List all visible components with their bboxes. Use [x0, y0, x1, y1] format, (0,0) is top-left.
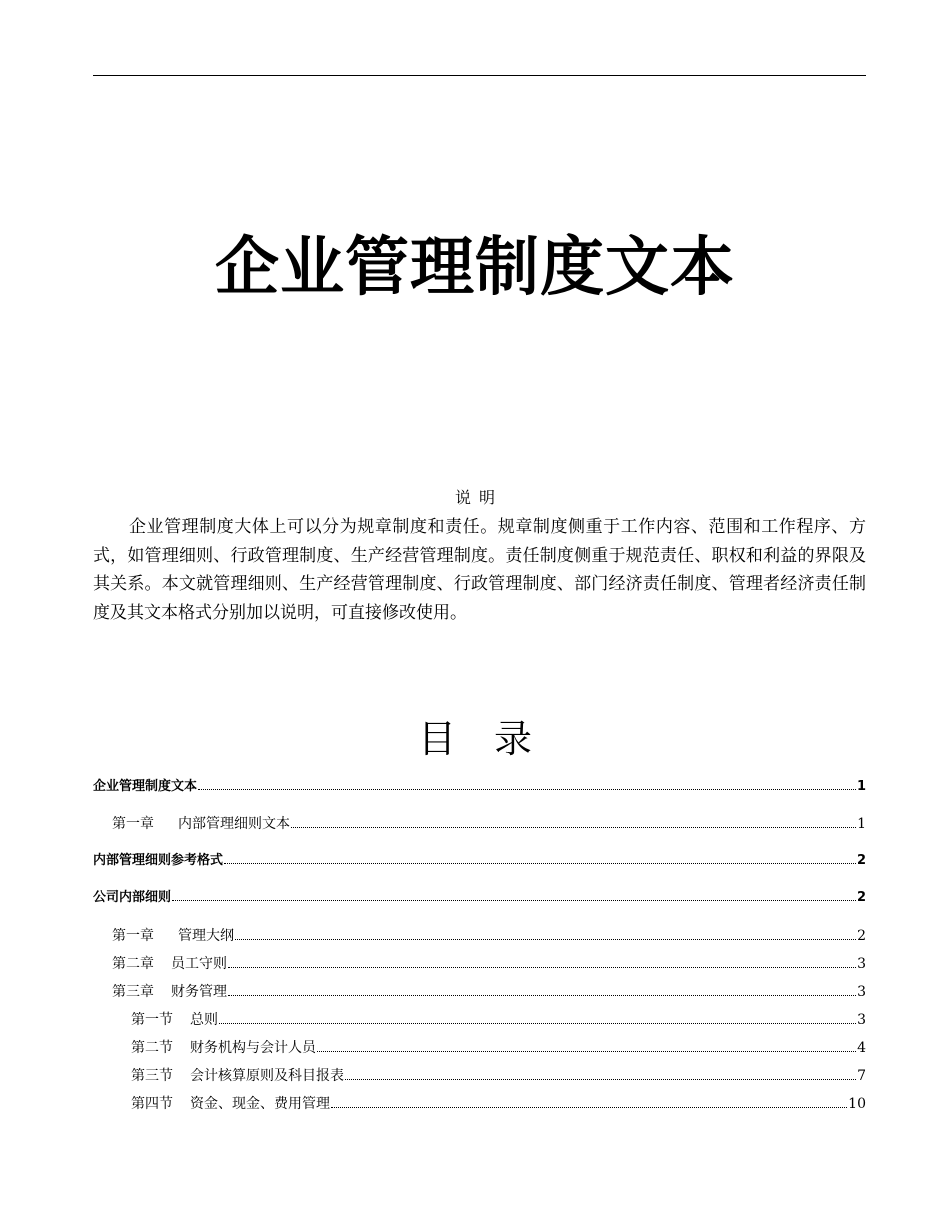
- toc-dot-leader: [317, 1051, 856, 1052]
- toc-entry[interactable]: [93, 1064, 866, 1088]
- toc-entry-number: 第一节: [131, 1012, 173, 1028]
- toc-entry-number: 第二章: [112, 956, 154, 972]
- toc-entry-label: 财务管理: [171, 984, 227, 1000]
- toc-entry-page: 3: [857, 956, 866, 972]
- toc-entry-label: 内部管理细则参考格式: [93, 853, 224, 868]
- toc-entry-page: 1: [857, 816, 866, 832]
- toc-entry-number: 第四节: [131, 1096, 173, 1112]
- toc-dot-leader: [228, 995, 856, 996]
- toc-dot-leader: [331, 1107, 847, 1108]
- toc-entry-number: 第一章: [112, 928, 154, 944]
- toc-dot-leader: [198, 789, 856, 790]
- toc-entry[interactable]: [93, 1092, 866, 1116]
- toc-entry-number: 第三章: [112, 984, 154, 1000]
- toc-entry[interactable]: [93, 1036, 866, 1060]
- header-rule: [93, 75, 866, 76]
- toc-entry[interactable]: [93, 849, 866, 873]
- toc-entry-label: 内部管理细则文本: [178, 816, 290, 832]
- document-title: 企业管理制度文本: [215, 231, 735, 305]
- toc-entry[interactable]: [93, 924, 866, 948]
- toc-entry-page: 2: [857, 928, 866, 944]
- toc-entry-label: 资金、现金、费用管理: [190, 1096, 330, 1112]
- toc-entry-label: 会计核算原则及科目报表: [190, 1068, 344, 1084]
- toc-entry-page: 10: [848, 1096, 866, 1112]
- toc-entry-page: 1: [856, 779, 866, 794]
- toc-entry[interactable]: [93, 980, 866, 1004]
- toc-entry-page: 2: [856, 853, 866, 868]
- toc-dot-leader: [291, 827, 856, 828]
- toc-entry-number: 第三节: [131, 1068, 173, 1084]
- toc-entry-page: 7: [857, 1068, 866, 1084]
- toc-entry-label: 总则: [190, 1012, 218, 1028]
- toc-entry[interactable]: [93, 1008, 866, 1032]
- toc-dot-leader: [228, 967, 856, 968]
- toc-entry[interactable]: [93, 952, 866, 976]
- toc-entry-page: 2: [856, 890, 866, 905]
- toc-dot-leader: [345, 1079, 856, 1080]
- toc-entry[interactable]: [93, 886, 866, 910]
- toc-entry-page: 4: [857, 1040, 866, 1056]
- toc-entry-label: 企业管理制度文本: [93, 779, 198, 794]
- toc-entry-number: 第一章: [112, 816, 154, 832]
- toc-dot-leader: [172, 900, 856, 901]
- toc-dot-leader: [235, 939, 856, 940]
- toc-entry[interactable]: [93, 812, 866, 836]
- toc-dot-leader: [219, 1023, 856, 1024]
- intro-paragraph: 企业管理制度大体上可以分为规章制度和责任。规章制度侧重于工作内容、范围和工作程序、方式，如管理细则、行政管理制度、生产经营管理制度。责任制度侧重于规范责任、职权和利益的界限及其关系。本文就管理细则、生产经营管理制度、行政管理制度、部门经济责任制度、管理者经济责任制度及其文本格式分别加以说明，可直接修改使用。: [93, 517, 866, 623]
- toc-entry-number: 第二节: [131, 1040, 173, 1056]
- toc-dot-leader: [224, 863, 856, 864]
- toc-entry-label: 管理大纲: [178, 928, 234, 944]
- toc-entry-page: 3: [857, 1012, 866, 1028]
- toc-entry-page: 3: [857, 984, 866, 1000]
- toc-entry-label: 财务机构与会计人员: [190, 1040, 316, 1056]
- toc-heading: 目录: [417, 717, 570, 761]
- toc-entry[interactable]: [93, 775, 866, 799]
- toc-entry-label: 公司内部细则: [93, 890, 172, 905]
- intro-heading: 说明: [454, 488, 503, 507]
- toc-entry-label: 员工守则: [171, 956, 227, 972]
